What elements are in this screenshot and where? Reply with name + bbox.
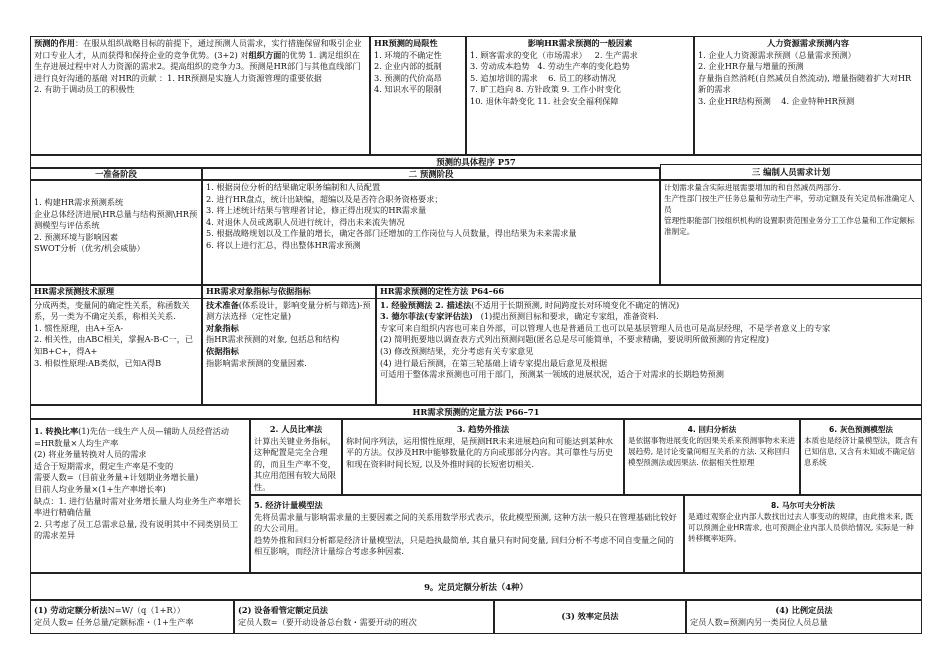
indicators-text-3: 指影响需求预测的变量因素. [206, 357, 307, 368]
limits-item-4: 4. 知识水平的限制 [374, 84, 442, 95]
m1-line-1: (2) 将业务量转换对人员的需求 [34, 449, 147, 460]
quant-m8 [684, 495, 922, 573]
content-cell [694, 36, 922, 155]
factors-row-2: 3. 劳动成本趋势 4. 劳动生产率的变化趋势 [470, 61, 630, 72]
quant-m6 [800, 419, 922, 495]
limits-title: HR预测的局限性 [374, 38, 438, 48]
indicators-text-2: 指HR需求预测的对象, 包括总和结构 [206, 334, 340, 345]
m1-line-3: 需要人数=（目前业务量+计划期业务增长量) [34, 472, 199, 483]
m3-title: 3. 趋势外推法 [456, 424, 510, 434]
qual-l3: 专家可来自组织内容也可来自外部，可以管理人也是普通员工也可以是基层管理人员也可是高层经理，不是学者意义上的专家 [380, 322, 831, 333]
indicators-bold-2: 对象指标 [206, 322, 239, 333]
qual-l1-bold: 1. 经验预测法 2. 描述法 [380, 299, 472, 310]
qual-l4: (2) 简明扼要地以调查表方式列出预测问题(匿名总是尽可能简单，不要求精确，要说明所做预测的肯定程度) [380, 334, 770, 345]
m8-title: 8. 马尔可夫分析法 [771, 501, 835, 510]
qualitative-title: HR需求预测的定性方法 P64–66 [377, 286, 921, 299]
stage1-line-1: 1. 构建HR需求预测系统 [34, 197, 124, 207]
principles-line-2: 1. 惯性原理，由A+至A- [34, 322, 124, 333]
staffing-title: 9。定员定额分析法（4种） [30, 573, 922, 600]
role-bold-org: 组织方面 [248, 49, 282, 60]
c2-text: 定员人数=（要开动设备总台数・需要开动的班次 [238, 616, 417, 627]
staffing-c4 [686, 600, 922, 634]
stage1-line-4: SWOT分析（优劣/机会威胁） [34, 243, 145, 254]
stage2-line-3: 3. 将上述统计结果与管理者讨论，修正得出现实的HR需求量 [206, 205, 427, 216]
limits-item-2: 2. 企业内部的抵制 [374, 61, 442, 72]
stage1-title: 一准备阶段 [30, 168, 202, 180]
content-title: 人力资源需求预测内容 [767, 38, 849, 48]
quant-m5 [250, 495, 684, 573]
content-l3: 存量指自然消耗(自然减员自然流动), 增量指随着扩大对HR新的需求 [698, 72, 912, 95]
c1-title: (1) 劳动定额分析法 [34, 605, 108, 615]
indicators-bold-3: 依据指标 [206, 345, 239, 356]
content-l1: 1. 企业人力资源需求预测（总量需求预测） [698, 49, 856, 60]
staffing-c1 [30, 600, 234, 634]
factors-title: 影响HR需求预测的一般因素 [527, 38, 633, 48]
c1-formula: N=W/（q（1+R）） [107, 605, 185, 615]
factors-cell [466, 36, 694, 155]
quant-m1 [30, 419, 250, 573]
c1-text: 定员人数= 任务总量/定额标准・（1+生产率 [34, 616, 194, 627]
principles-title: HR需求预测技术原理 [31, 286, 201, 299]
m1-line-2: 适合于短期需求，假定生产率是不变的 [34, 460, 174, 471]
m8-text: 是通过观察企业内部人数找出过去人事变动的规律，由此推未来, 既可以预测企业HR需求, 也可预测企业内部人员供给情况, 实际是一种转移概率矩阵。 [688, 512, 914, 543]
content-l4: 3. 企业HR结构预测 4. 企业特种HR预测 [698, 95, 855, 106]
stage3-body [660, 180, 922, 285]
quant-m2 [250, 419, 342, 495]
stage2-line-2: 2. 进行HR盘点，统计出缺编，超编以及是否符合职务资格要求； [206, 193, 443, 204]
c4-text: 定员人数=预测内另一类岗位人员总量 [690, 616, 828, 627]
qual-l2-bold: 3. 德尔菲法(专家评估法) [380, 311, 473, 322]
limits-item-1: 1. 环境的不确定性 [374, 49, 442, 60]
limits-item-3: 3. 预测的代价高昂 [374, 72, 442, 83]
m4-text: 是依据事物进展变化的因果关系来预测事物未来进展趋势, 是讨论变量间相互关系的方法. 又称回归模型预测法或因果法. 依据相关性原理 [628, 436, 796, 467]
factors-row-5: 10. 退休年龄变化 11. 社会安全福利保障 [470, 95, 619, 106]
indicators-cell [202, 285, 376, 405]
m1-line-4: 目前人均业务量×(1+生产率增长率) [34, 483, 166, 494]
qual-l7: 可适用于整体需求预测也可用于部门，预测某一领域的进展状况，适合于对需求的长期趋势预测 [380, 369, 724, 380]
stage3-line-2: 生产性部门按生产任务总量和劳动生产率，劳动定额及有关定员标准确定人员 [664, 194, 915, 214]
m4-title: 4. 回归分析法 [687, 425, 737, 434]
m1-lead: (1)先估一线生产人员—辅助人员经营活动=HR数量×人均生产率 [34, 426, 229, 448]
indicators-title: HR需求对象指标与依据指标 [203, 286, 375, 299]
principles-line-4: 3. 相似性原理:AB类似，已知A得B [34, 357, 162, 368]
stage2-line-4: 4. 对退休人员或离职人员进行统计，得出未来流失情况 [206, 216, 405, 227]
stage3-line-3: 管理性职能部门按组织机构的设置职责范围业务分工工作总量和工作定额标准制定。 [664, 216, 915, 236]
m2-text: 计算出关键业务指标，这种配置是完全合理的，而且生产率不变，其应用范围有较大局限性。 [254, 435, 336, 492]
principles-cell [30, 285, 202, 405]
stage1-line-2: 企业总体经济进展\HR总量与结构预测\HR预测模型与评估系统 [34, 208, 198, 231]
indicators-bold-1: 技术准备 [206, 299, 239, 310]
m5-title: 5. 经济计量模型法 [254, 500, 323, 510]
qual-l5: (3) 修改预测结果，充分考虑有关专家意见 [380, 345, 534, 356]
factors-row-3: 5. 追加培训的需求 6. 员工的移动情况 [470, 72, 616, 83]
m1-line-5: 缺点：1. 进行估量时需对业务增长量人均业务生产率增长率进行精确估量 [34, 495, 241, 518]
m2-title: 2. 人员比率法 [269, 424, 323, 434]
c2-title: (2) 设备看管定额定员法 [238, 605, 328, 615]
m3-text: 称时间序列法，运用惯性原理，是预测HR未来进展趋向和可能达到某种水平的方法。仅涉及HR中能够数量化的方向或那部分内容。其可靠性与历史和现在资料时间长短, 以及外推时间的长短密切相关. [346, 435, 614, 469]
factors-row-1: 1. 顾客需求的变化（市场需求） 2. 生产需求 [470, 49, 638, 60]
c3-title: (3) 效率定员法 [561, 611, 619, 621]
m5-text2: 趋势外推和回归分析都是经济计量模型法，只是趋执最简单, 其自量只有时间变量, 回归分析不考虑不同自变量之间的相互影响，而经济计量综合考虑多种因素. [254, 534, 674, 557]
role-label: 预测的作用 [34, 38, 75, 48]
c4-title: (4) 比例定员法 [775, 605, 833, 615]
stage2-line-1: 1. 根据岗位分析的结果确定职务编制和人员配置 [206, 182, 381, 192]
qual-l2-text: (1)提出预测目标和要求，确定专家组，准备资料. [480, 311, 659, 322]
qualitative-cell [376, 285, 922, 405]
quant-m3 [342, 419, 624, 495]
stage2-title: 二 预测阶段 [202, 168, 660, 180]
role-text3: 2. 有助于调动员工的积极性 [34, 84, 135, 95]
role-text1: ：在服从组织战略目标的前提下，通过预测人员需求，实行措施保留和吸引企业对口专业人才，从而获得和保持企业的竞争优势。(3+2) 对 [34, 38, 362, 60]
stage2-line-6: 6. 将以上进行汇总，得出整体HR需求预测 [206, 239, 361, 250]
principles-line-1: 分成两类，变量间的确定性关系，称函数关系，另一类为不确定关系，称相关关系. [34, 299, 190, 322]
quant-m4 [624, 419, 800, 495]
quant-title: HR需求预测的定量方法 P66–71 [30, 405, 922, 419]
qual-l6: (4) 进行最后预测，在第三轮基础上请专家提出最后意见及根据 [380, 357, 608, 368]
stage1-line-3: 2. 预测环境与影响因素 [34, 231, 119, 242]
stage1-body [30, 180, 202, 285]
m1-line-6: 2. 只考虑了员工总需求总量, 没有说明其中不同类别员工的需求差异 [34, 518, 238, 541]
staffing-c2 [234, 600, 494, 634]
stage3-title: 三 编制人员需求计划 [660, 164, 922, 180]
indicators-text-1: (体系设计，影响变量分析与筛选)-预测方法选择（定性定量) [206, 299, 371, 322]
content-l2: 2. 企业HR存量与增量的预测 [698, 61, 804, 72]
m6-text: 本质也是经济计量模型法，既含有已知信息, 又含有未知或不确定信息系统 [804, 436, 918, 467]
principles-line-3: 2. 相关性，由ABC相关，掌握A-B-C一，已知B+C+，得A+ [34, 334, 194, 356]
m6-title: 6. 灰色预测模型法 [829, 425, 893, 434]
staffing-c3 [494, 600, 686, 634]
role-text2: 的优势 1. 满足组织在生存进展过程中对人力资源的需求2。提高组织的竞争力3。预测是HR部门与其他直线部门进行良好沟通的基础 对HR的贡献 ：1. HR预测是实施人力资源管理的重要依据 [34, 49, 361, 83]
m1-title: 1. 转换比率 [34, 426, 79, 436]
qual-l1-text: (不适用于长期预测, 时间跨度长对环境变化不确定的情况) [471, 299, 680, 310]
stage3-line-1: 计划需求量含实际进展需要增加的和自然减员两部分. [664, 183, 842, 192]
stage2-body [202, 180, 660, 285]
process-title: 预测的具体程序 P57 [30, 155, 922, 168]
stage2-line-5: 5. 根据战略规划以及工作量的增长，确定各部门还增加的工作岗位与人员数量，得出结果为未来需求量 [206, 228, 577, 239]
limits-cell [370, 36, 466, 155]
prediction-role-cell [30, 36, 370, 155]
factors-row-4: 7. 旷工趋向 8. 方针政策 9. 工作小时变化 [470, 84, 622, 95]
m5-text: 先将员需求量与影响需求量的主要因素之间的关系用数学形式表示，依此模型预测, 这种方法一般只在管理基础比较好的大公司用。 [254, 511, 677, 534]
